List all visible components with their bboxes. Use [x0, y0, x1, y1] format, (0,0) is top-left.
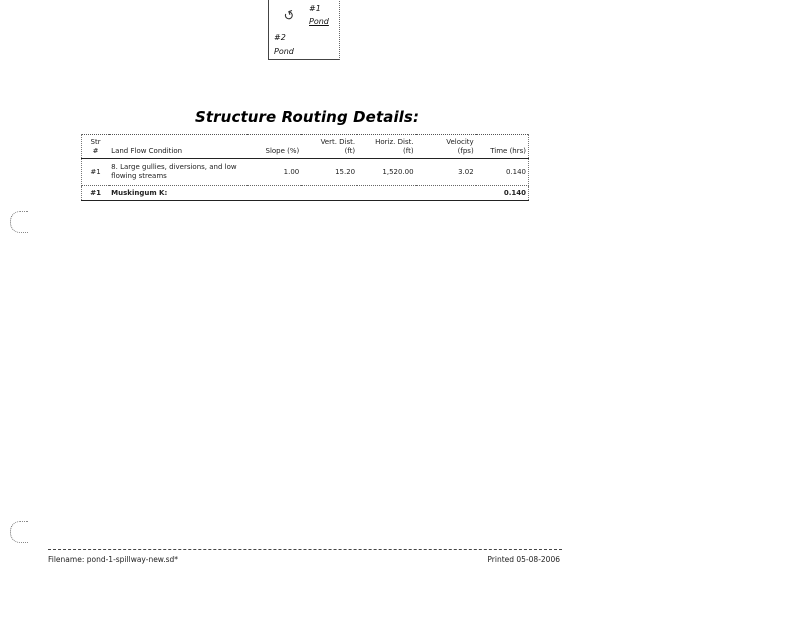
total-str: #1: [82, 186, 110, 201]
total-empty-velocity: [416, 186, 476, 201]
cell-velocity: 3.02: [416, 159, 476, 186]
header-vert-dist: [301, 135, 357, 159]
node1-label: Pond: [309, 17, 329, 26]
binding-hole-mark: [10, 521, 28, 543]
total-label: Muskingum K:: [109, 186, 247, 201]
total-time: 0.140: [476, 186, 529, 201]
footer-filename: Filename: pond-1-spillway-new.sd*: [48, 555, 179, 564]
cell-slope: 1.00: [247, 159, 301, 186]
node2-number: #2: [274, 33, 286, 42]
node1-number: #1: [309, 4, 321, 13]
total-row: [82, 186, 529, 201]
footer-divider: [48, 549, 562, 550]
header-str: [82, 135, 110, 159]
header-land-flow: Land Flow Condition: [109, 135, 247, 159]
flow-arrow-icon: ↺: [281, 7, 298, 26]
cell-time: 0.140: [476, 159, 529, 186]
watershed-diagram: [268, 0, 340, 60]
cell-str: #1: [82, 159, 110, 186]
header-horiz-dist: [357, 135, 415, 159]
node2-label: Pond: [274, 47, 294, 56]
header-velocity-text: Velocity (fps): [446, 138, 474, 155]
total-empty-slope: [247, 186, 301, 201]
total-empty-vert: [301, 186, 357, 201]
binding-hole-mark: [10, 211, 28, 233]
cell-land-flow: 8. Large gullies, diversions, and low flowing streams: [109, 159, 247, 186]
total-empty-horiz: [357, 186, 415, 201]
header-str-text: Str #: [90, 138, 101, 155]
section-title: Structure Routing Details:: [195, 108, 420, 126]
cell-horiz-dist: 1,520.00: [357, 159, 415, 186]
header-slope: Slope (%): [247, 135, 301, 159]
cell-vert-dist: 15.20: [301, 159, 357, 186]
footer-printed-date: Printed 05-08-2006: [487, 555, 560, 564]
header-time: Time (hrs): [476, 135, 529, 159]
table-row: [82, 159, 529, 186]
header-vert-dist-text: Vert. Dist. (ft): [320, 138, 356, 155]
header-velocity: [416, 135, 476, 159]
table-header-row: [82, 135, 529, 159]
structure-routing-table: [81, 134, 529, 201]
header-horiz-dist-text: Horiz. Dist. (ft): [375, 138, 414, 155]
